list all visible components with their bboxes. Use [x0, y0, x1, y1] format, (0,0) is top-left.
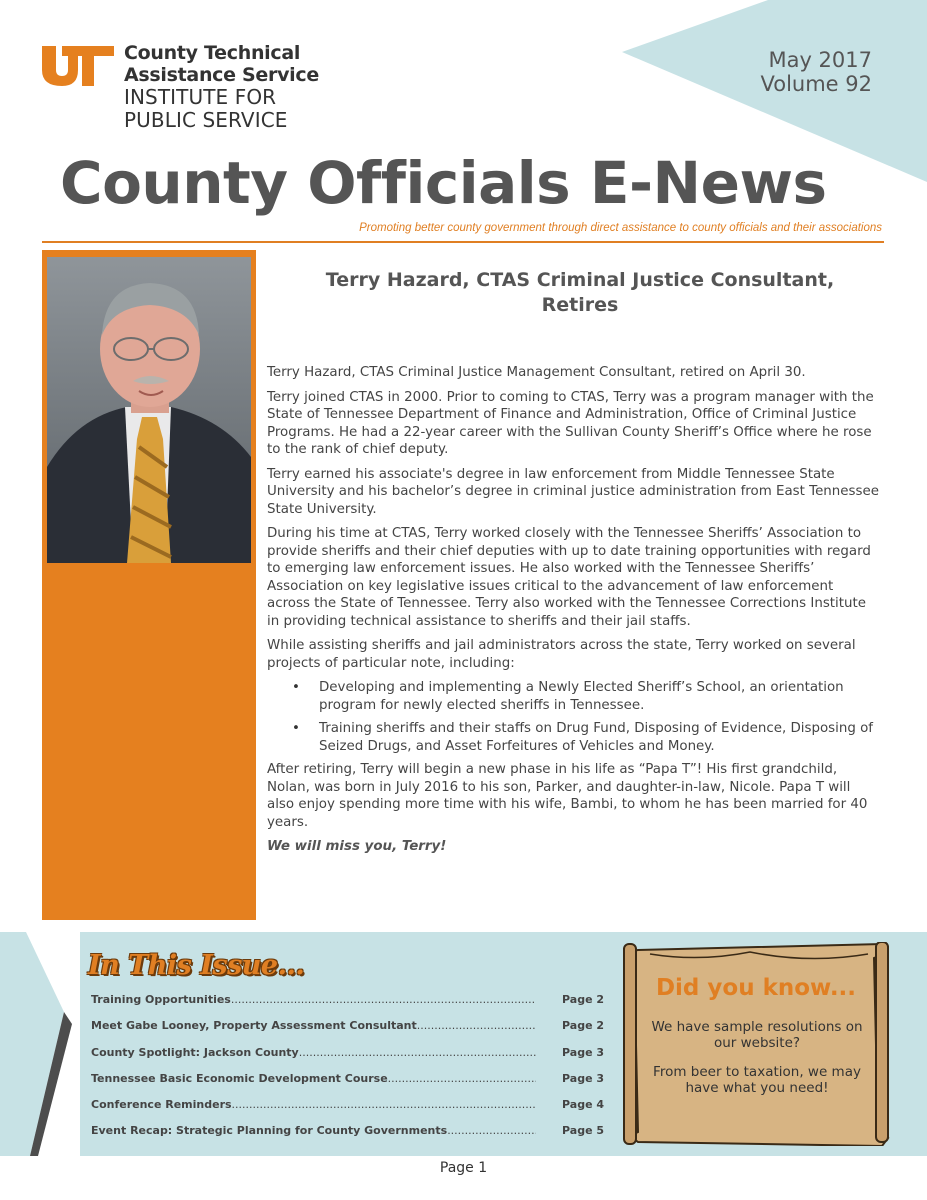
toc-item-title: Meet Gabe Looney, Property Assessment Consultant .....	[91, 1019, 536, 1032]
did-you-know-line1: We have sample resolutions on our website?	[651, 1019, 863, 1051]
toc-item-title: County Spotlight: Jackson County .....	[91, 1046, 536, 1059]
ctas-logo[interactable]	[42, 42, 372, 142]
did-you-know-line2: From beer to taxation, we may have what you need!	[653, 1064, 861, 1096]
toc-item-page: Page 3	[562, 1045, 605, 1059]
institute-line2: PUBLIC SERVICE	[124, 108, 288, 132]
toc-item-title: Conference Reminders .....	[91, 1098, 536, 1111]
header-divider	[42, 241, 884, 243]
article-title	[281, 268, 879, 318]
toc-item[interactable]	[91, 1042, 611, 1068]
issue-date	[760, 48, 872, 96]
masthead-title: County Officials E-News	[60, 149, 827, 217]
toc-item[interactable]	[91, 1015, 611, 1041]
list-item: • Developing and implementing a Newly Elected Sheriff’s School, an orientation program for newly elected sheriffs in Tennessee.	[319, 679, 879, 714]
article-paragraph: Terry earned his associate's degree in law enforcement from Middle Tennessee State University and his bachelor’s degree in criminal justice administration from East Tennessee State University.	[267, 466, 879, 517]
did-you-know-title: Did you know...	[655, 975, 857, 1001]
article-paragraph: During his time at CTAS, Terry worked closely with the Tennessee Sheriffs’ Association to provide sheriffs and their chief deputies with up to date training opportunities with regard to emerging law enforcement issues. He also worked with the Tennessee Sheriffs’ Association on key legislative issues critical to the advancement of law enforcement across the State of Tennessee. Terry also worked with the Tennessee Corrections Institute in providing technical assistance to sheriffs and their jail staffs.	[267, 526, 871, 629]
article-title-line1: Terry Hazard, CTAS Criminal Justice Consultant,	[325, 269, 835, 291]
tagline: Promoting better county government through direct assistance to county officials and their associations	[359, 222, 882, 234]
article-paragraph: While assisting sheriffs and jail administrators across the state, Terry worked on several projects of particular note, including:	[267, 638, 856, 671]
org-name-line1: County Technical	[124, 42, 301, 64]
article-paragraph: Terry joined CTAS in 2000. Prior to coming to CTAS, Terry was a program manager with the State of Tennessee Department of Finance and Administration, Office of Criminal Justice Programs. He had a 22-year career with the Sullivan County Sheriff’s Office where he rose to the rank of chief deputy.	[267, 389, 874, 457]
toc-item-page: Page 5	[562, 1124, 605, 1138]
article-paragraph: Terry Hazard, CTAS Criminal Justice Management Consultant, retired on April 30.	[267, 365, 806, 380]
toc-item[interactable]	[91, 1094, 611, 1120]
toc-item[interactable]	[91, 1120, 611, 1146]
toc-item-page: Page 2	[562, 993, 605, 1006]
table-of-contents	[91, 989, 611, 1147]
issue-volume: Volume 92	[760, 72, 872, 96]
article	[267, 268, 879, 863]
ut-logo-icon	[42, 46, 114, 86]
band-arrow-decoration	[0, 932, 80, 1156]
toc-item[interactable]	[91, 989, 611, 1015]
toc-item-page: Page 3	[562, 1071, 605, 1085]
project-list	[267, 679, 879, 755]
list-item: • Training sheriffs and their staffs on Drug Fund, Disposing of Evidence, Disposing of Seized Drugs, and Asset Forfeitures of Vehicles and Money.	[319, 720, 879, 755]
org-name-line2: Assistance Service	[124, 64, 319, 86]
toc-item-page: Page 2	[562, 1019, 605, 1033]
toc-item-title: Training Opportunities .....	[91, 993, 536, 1006]
toc-item[interactable]	[91, 1068, 611, 1094]
article-closing: We will miss you, Terry!	[267, 839, 447, 854]
issue-month: May 2017	[768, 48, 872, 72]
toc-item-title: Tennessee Basic Economic Development Course .....	[91, 1072, 536, 1085]
toc-item-page: Page 4	[562, 1098, 605, 1112]
article-title-line2: Retires	[541, 294, 619, 316]
page-number: Page 1	[439, 1160, 488, 1176]
institute-line1: INSTITUTE FOR	[124, 85, 277, 109]
in-this-issue-title: In This Issue...	[88, 950, 305, 981]
portrait-photo	[47, 257, 251, 563]
toc-item-title: Event Recap: Strategic Planning for County Governments .....	[91, 1124, 536, 1137]
article-paragraph: After retiring, Terry will begin a new phase in his life as “Papa T”! His first grandchild, Nolan, was born in July 2016 to his son, Parker, and daughter-in-law, Nicole. Papa T will also enjoy spending more time with his wife, Bambi, to whom he has been married for 40 years.	[267, 762, 868, 830]
